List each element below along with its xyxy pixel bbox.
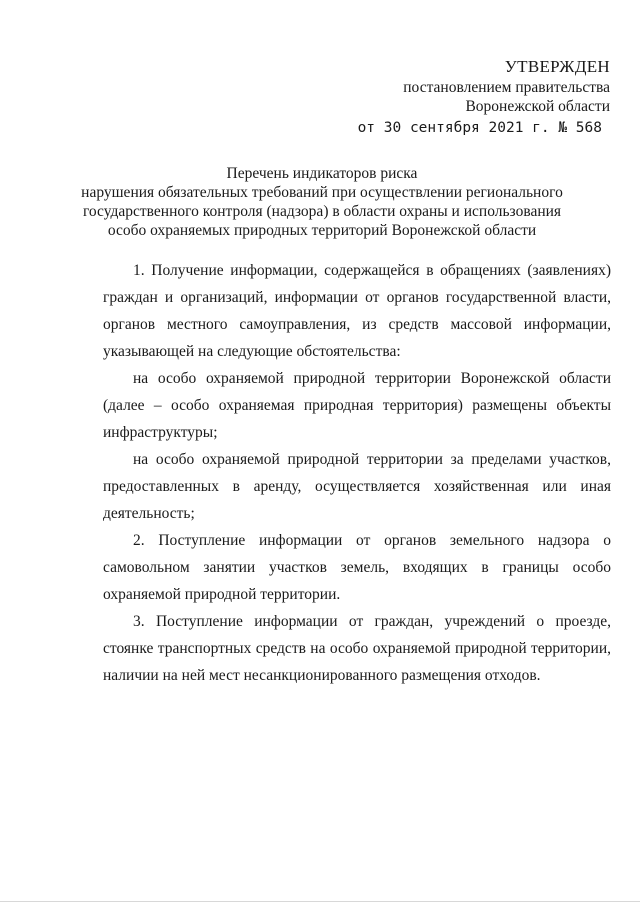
approval-issuer: постановлением правительства — [403, 79, 610, 96]
title-line: государственного контроля (надзора) в области охраны и использования — [82, 203, 562, 220]
paragraph-subitem-activity: на особо охраняемой природной территории за пределами участков, предоставленных в аренду, осуществляется хозяйственная или иная деятельность; — [103, 451, 611, 522]
title-line: нарушения обязательных требований при осуществлении регионального — [81, 184, 563, 201]
title-line: особо охраняемых природных территорий Воронежской области — [107, 222, 537, 239]
page-bottom-edge — [0, 901, 640, 902]
document-body — [103, 257, 611, 689]
title-line: Перечень индикаторов риска — [226, 165, 418, 182]
document-title — [80, 164, 564, 240]
approval-date: от 30 сентября 2021 г. № 568 — [357, 120, 602, 136]
paragraph-subitem-infrastructure: на особо охраняемой природной территории Воронежской области (далее – особо охраняемая природная территория) размещены объекты инфраструктуры; — [103, 370, 611, 441]
approval-block — [358, 56, 610, 139]
paragraph-item-3: 3. Поступление информации от граждан, учреждений о проезде, стоянке транспортных средств на особо охраняемой природной территории, наличии на ней мест несанкционированного размещения отходов. — [103, 613, 611, 684]
approval-title: УТВЕРЖДЕН — [504, 57, 610, 76]
approval-region: Воронежской области — [465, 98, 610, 115]
paragraph-item-2: 2. Поступление информации от органов земельного надзора о самовольном занятии участков земель, входящих в границы особо охраняемой природной территории. — [103, 532, 611, 603]
paragraph-item-1: 1. Получение информации, содержащейся в обращениях (заявлениях) граждан и организаций, информации от органов государственной власти, органов местного самоуправления, из средств массовой информации, указывающей на следующие обстоятельства: — [103, 262, 611, 360]
